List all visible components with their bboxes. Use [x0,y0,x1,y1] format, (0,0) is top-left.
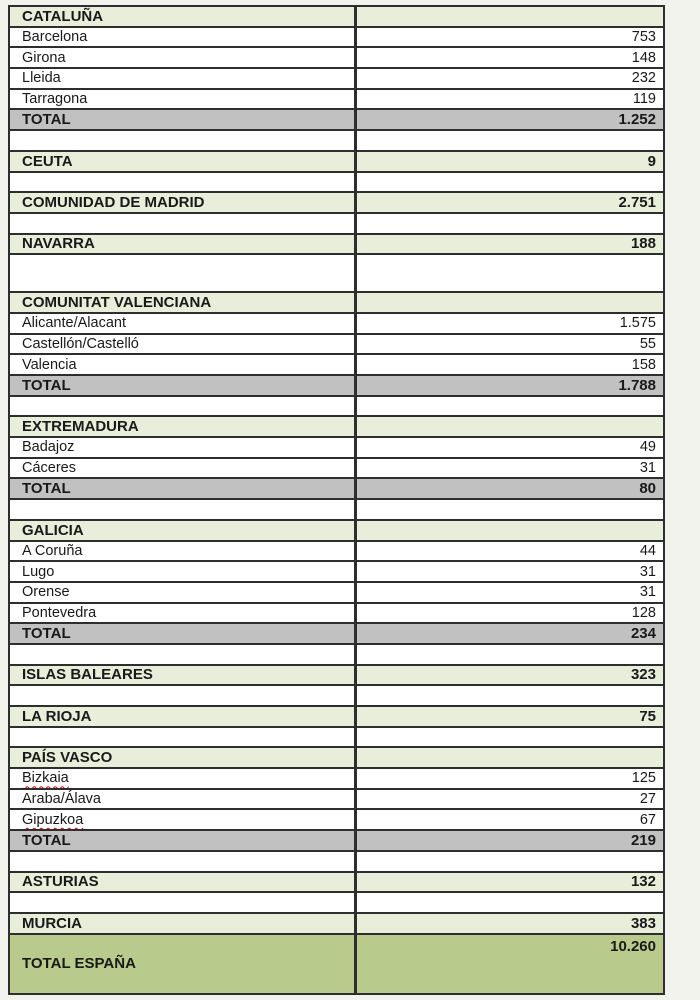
table-row-province [10,810,663,831]
row-value-cell [357,459,663,478]
row-value: 55 [639,335,656,352]
row-value-cell [357,769,663,788]
row-label: Barcelona [22,29,88,46]
table-row-empty [10,131,663,152]
row-label-cell [10,173,357,192]
row-label-cell [10,542,357,561]
row-label-cell [10,935,357,993]
row-value-cell [357,645,663,664]
table-row-region [10,707,663,728]
row-label-cell [10,152,357,171]
row-label: TOTAL [22,625,71,643]
row-label-cell [10,728,357,747]
table-row-empty [10,500,663,521]
row-label: Girona [22,49,66,66]
table-row-province [10,459,663,480]
row-label: Alicante/Alacant [22,315,126,332]
row-label-cell [10,7,357,26]
row-label: Bizkaia [22,770,69,787]
row-label-cell [10,500,357,519]
row-value: 80 [639,480,656,498]
row-label-cell [10,583,357,602]
row-label: COMUNITAT VALENCIANA [22,294,212,312]
row-value: 31 [639,563,656,580]
table-row-region [10,914,663,935]
row-value-cell [357,131,663,150]
table-row-empty [10,728,663,749]
row-value: 31 [639,584,656,601]
row-label-cell [10,873,357,892]
row-value: 49 [639,439,656,456]
table-row-empty-tall [10,255,663,293]
row-value-cell [357,810,663,829]
row-label: TOTAL [22,480,71,498]
table-row-empty [10,852,663,873]
row-label-cell [10,235,357,254]
row-label-cell [10,255,357,291]
row-label: PAÍS VASCO [22,749,113,767]
row-label-cell [10,459,357,478]
row-value: 1.575 [619,315,656,332]
row-label: Gipuzkoa [22,811,84,828]
row-value: 27 [639,791,656,808]
row-label-cell [10,666,357,685]
regions-table [8,5,665,995]
table-row-total [10,479,663,500]
row-value-cell [357,193,663,212]
row-value-cell [357,173,663,192]
row-value-cell [357,110,663,129]
row-label-cell [10,90,357,109]
row-label: ISLAS BALEARES [22,666,153,684]
row-label: TOTAL [22,831,71,849]
row-value-cell [357,873,663,892]
row-value-cell [357,914,663,933]
row-value-cell [357,214,663,233]
row-value-cell [357,748,663,767]
row-value-cell [357,397,663,416]
row-value: 67 [639,811,656,828]
row-value-cell [357,417,663,436]
row-value-cell [357,852,663,871]
table-row-header [10,7,663,28]
row-label: CATALUÑA [22,7,104,25]
row-label-cell [10,417,357,436]
row-label-cell [10,314,357,333]
row-value-cell [357,438,663,457]
row-label-cell [10,28,357,47]
table-row-header [10,293,663,314]
row-value: 9 [647,152,656,170]
row-label-cell [10,914,357,933]
row-label-cell [10,335,357,354]
table-row-empty [10,214,663,235]
table-row-region [10,193,663,214]
row-label: Castellón/Castelló [22,335,139,352]
row-value-cell [357,686,663,705]
row-label-cell [10,769,357,788]
row-label: Lugo [22,563,55,580]
table-row-province [10,769,663,790]
table-row-province [10,542,663,563]
row-value: 753 [631,29,656,46]
table-row-total [10,376,663,397]
row-value: 232 [631,70,656,87]
table-row-province [10,90,663,111]
row-value-cell [357,604,663,623]
row-label: COMUNIDAD DE MADRID [22,194,205,212]
row-label: EXTREMADURA [22,418,139,436]
row-label: Pontevedra [22,604,97,621]
row-label-cell [10,790,357,809]
row-value-cell [357,355,663,374]
table-row-province [10,314,663,335]
table-row-header [10,417,663,438]
row-value: 1.252 [618,111,656,129]
table-row-empty [10,686,663,707]
table-row-province [10,48,663,69]
row-label-cell [10,376,357,395]
row-value: 125 [631,770,656,787]
row-value-cell [357,293,663,312]
table-row-empty [10,397,663,418]
row-label-cell [10,562,357,581]
row-value-cell [357,728,663,747]
table-row-province [10,438,663,459]
row-label: TOTAL [22,376,71,394]
table-row-empty [10,893,663,914]
table-row-header [10,521,663,542]
table-row-total [10,831,663,852]
row-value-cell [357,314,663,333]
row-label-cell [10,521,357,540]
row-value-cell [357,48,663,67]
table-row-region [10,873,663,894]
table-row-province [10,604,663,625]
row-value-cell [357,666,663,685]
row-value: 1.788 [618,376,656,394]
row-value-cell [357,235,663,254]
row-label-cell [10,479,357,498]
row-value-cell [357,521,663,540]
row-label: TOTAL ESPAÑA [22,955,136,973]
row-value-cell [357,790,663,809]
table-row-province [10,69,663,90]
row-label: TOTAL [22,111,71,129]
row-value-cell [357,479,663,498]
row-value-cell [357,7,663,26]
table-row-province [10,28,663,49]
row-value-cell [357,624,663,643]
row-label-cell [10,645,357,664]
row-value: 119 [632,91,656,108]
row-label-cell [10,110,357,129]
row-label: GALICIA [22,521,84,539]
table-row-header [10,748,663,769]
row-label: Araba/Álava [22,791,101,808]
table-row-total [10,110,663,131]
row-label: A Coruña [22,542,83,559]
row-label: ASTURIAS [22,873,99,891]
table-row-region [10,666,663,687]
row-label-cell [10,604,357,623]
row-value-cell [357,583,663,602]
row-value: 75 [639,707,656,725]
row-value-cell [357,28,663,47]
row-value: 158 [631,356,656,373]
row-value: 44 [639,542,656,559]
table-row-province [10,355,663,376]
row-value: 132 [630,873,656,891]
row-label-cell [10,193,357,212]
row-label-cell [10,893,357,912]
table-row-province [10,335,663,356]
row-value-cell [357,893,663,912]
row-label-cell [10,293,357,312]
row-label: Cáceres [22,460,76,477]
row-value-cell [357,707,663,726]
row-label: CEUTA [22,152,73,170]
row-label: MURCIA [22,914,82,932]
row-label-cell [10,748,357,767]
row-value: 148 [631,49,656,66]
row-label: LA RIOJA [22,707,92,725]
row-label: Badajoz [22,439,75,456]
row-value-cell [357,831,663,850]
row-value: 188 [630,235,656,253]
row-label: Orense [22,584,70,601]
table-row-province [10,790,663,811]
row-label: Valencia [22,356,77,373]
row-value: 128 [631,604,656,621]
row-label-cell [10,852,357,871]
row-label-cell [10,810,357,829]
row-value-cell [357,69,663,88]
row-value-cell [357,935,663,993]
table-row-province [10,562,663,583]
row-label-cell [10,438,357,457]
row-value: 234 [630,625,656,643]
row-label-cell [10,831,357,850]
table-row-region [10,152,663,173]
table-row-region [10,235,663,256]
row-value-cell [357,376,663,395]
row-value-cell [357,562,663,581]
table-row-footer [10,935,663,993]
row-value-cell [357,255,663,291]
row-value: 10.260 [610,937,656,955]
row-label-cell [10,214,357,233]
row-value: 323 [630,666,656,684]
row-label-cell [10,624,357,643]
row-label-cell [10,355,357,374]
row-label: Lleida [22,70,61,87]
row-value-cell [357,90,663,109]
row-label-cell [10,707,357,726]
table-row-empty [10,645,663,666]
row-value-cell [357,152,663,171]
row-value: 219 [630,831,656,849]
row-label-cell [10,686,357,705]
row-label-cell [10,131,357,150]
row-value-cell [357,500,663,519]
table-row-province [10,583,663,604]
row-value: 31 [639,460,656,477]
row-label-cell [10,48,357,67]
row-value: 2.751 [618,194,656,212]
row-value-cell [357,542,663,561]
table-row-total [10,624,663,645]
row-value: 383 [630,914,656,932]
row-label-cell [10,69,357,88]
row-value-cell [357,335,663,354]
row-label: NAVARRA [22,235,95,253]
row-label-cell [10,397,357,416]
table-row-empty [10,173,663,194]
row-label: Tarragona [22,91,88,108]
